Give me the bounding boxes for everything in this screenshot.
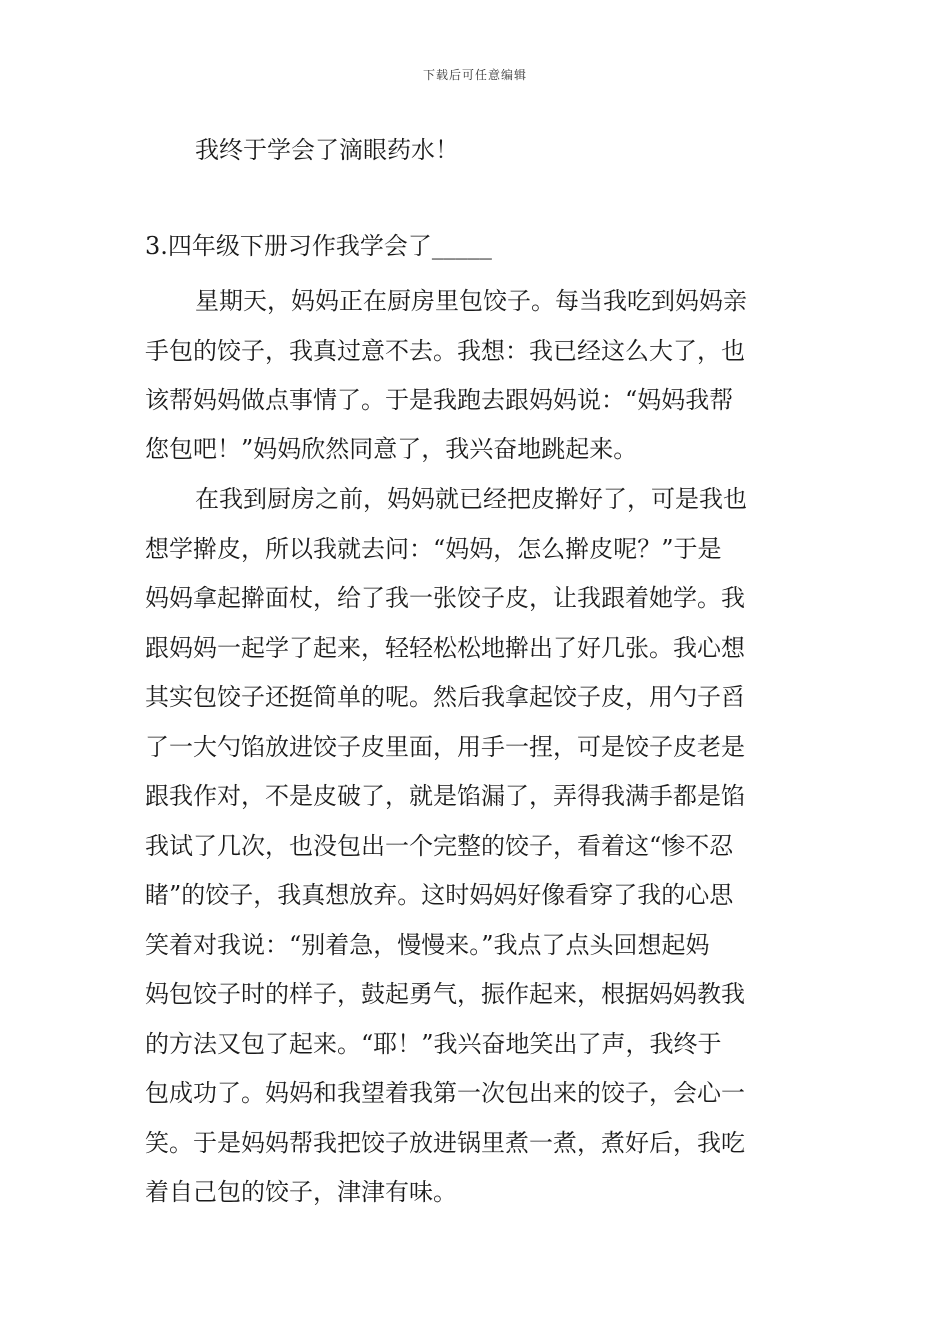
body-line: 笑着对我说：“别着急，慢慢来。”我点了点头回想起妈 (145, 931, 710, 959)
body-line: 睹”的饺子，我真想放弃。这时妈妈好像看穿了我的心思 (145, 881, 734, 909)
body-line: 着自己包的饺子，津津有味。 (145, 1178, 457, 1206)
body-line: 我试了几次，也没包出一个完整的饺子，看着这“惨不忍 (145, 832, 734, 860)
body-line: 手包的饺子，我真过意不去。我想：我已经这么大了，也 (145, 337, 745, 365)
closing-line: 我终于学会了滴眼药水！ (195, 136, 459, 164)
header-note: 下载后可任意编辑 (422, 68, 527, 82)
body-line: 跟妈妈一起学了起来，轻轻松松地擀出了好几张。我心想 (145, 634, 745, 662)
body-line: 跟我作对，不是皮破了，就是馅漏了，弄得我满手都是馅 (145, 782, 745, 810)
body-line: 想学擀皮，所以我就去问：“妈妈，怎么擀皮呢？”于是 (145, 535, 722, 563)
body-line: 该帮妈妈做点事情了。于是我跑去跟妈妈说：“妈妈我帮 (145, 386, 734, 414)
body-line: 包成功了。妈妈和我望着我第一次包出来的饺子，会心一 (145, 1079, 745, 1107)
body-line: 的方法又包了起来。“耶！”我兴奋地笑出了声，我终于 (145, 1030, 722, 1058)
body-line: 妈妈拿起擀面杖，给了我一张饺子皮，让我跟着她学。我 (145, 584, 745, 612)
body-line: 您包吧！”妈妈欣然同意了，我兴奋地跳起来。 (145, 435, 638, 463)
body-line: 其实包饺子还挺简单的呢。然后我拿起饺子皮，用勺子舀 (145, 683, 745, 711)
body-line: 星期天，妈妈正在厨房里包饺子。每当我吃到妈妈亲 (195, 287, 747, 315)
section-title: 3.四年级下册习作我学会了_____ (145, 232, 492, 260)
body-line: 在我到厨房之前，妈妈就已经把皮擀好了，可是我也 (195, 485, 747, 513)
body-line: 妈包饺子时的样子，鼓起勇气，振作起来，根据妈妈教我 (145, 980, 745, 1008)
body-line: 了一大勺馅放进饺子皮里面，用手一捏，可是饺子皮老是 (145, 733, 745, 761)
body-line: 笑。于是妈妈帮我把饺子放进锅里煮一煮，煮好后，我吃 (145, 1129, 745, 1157)
